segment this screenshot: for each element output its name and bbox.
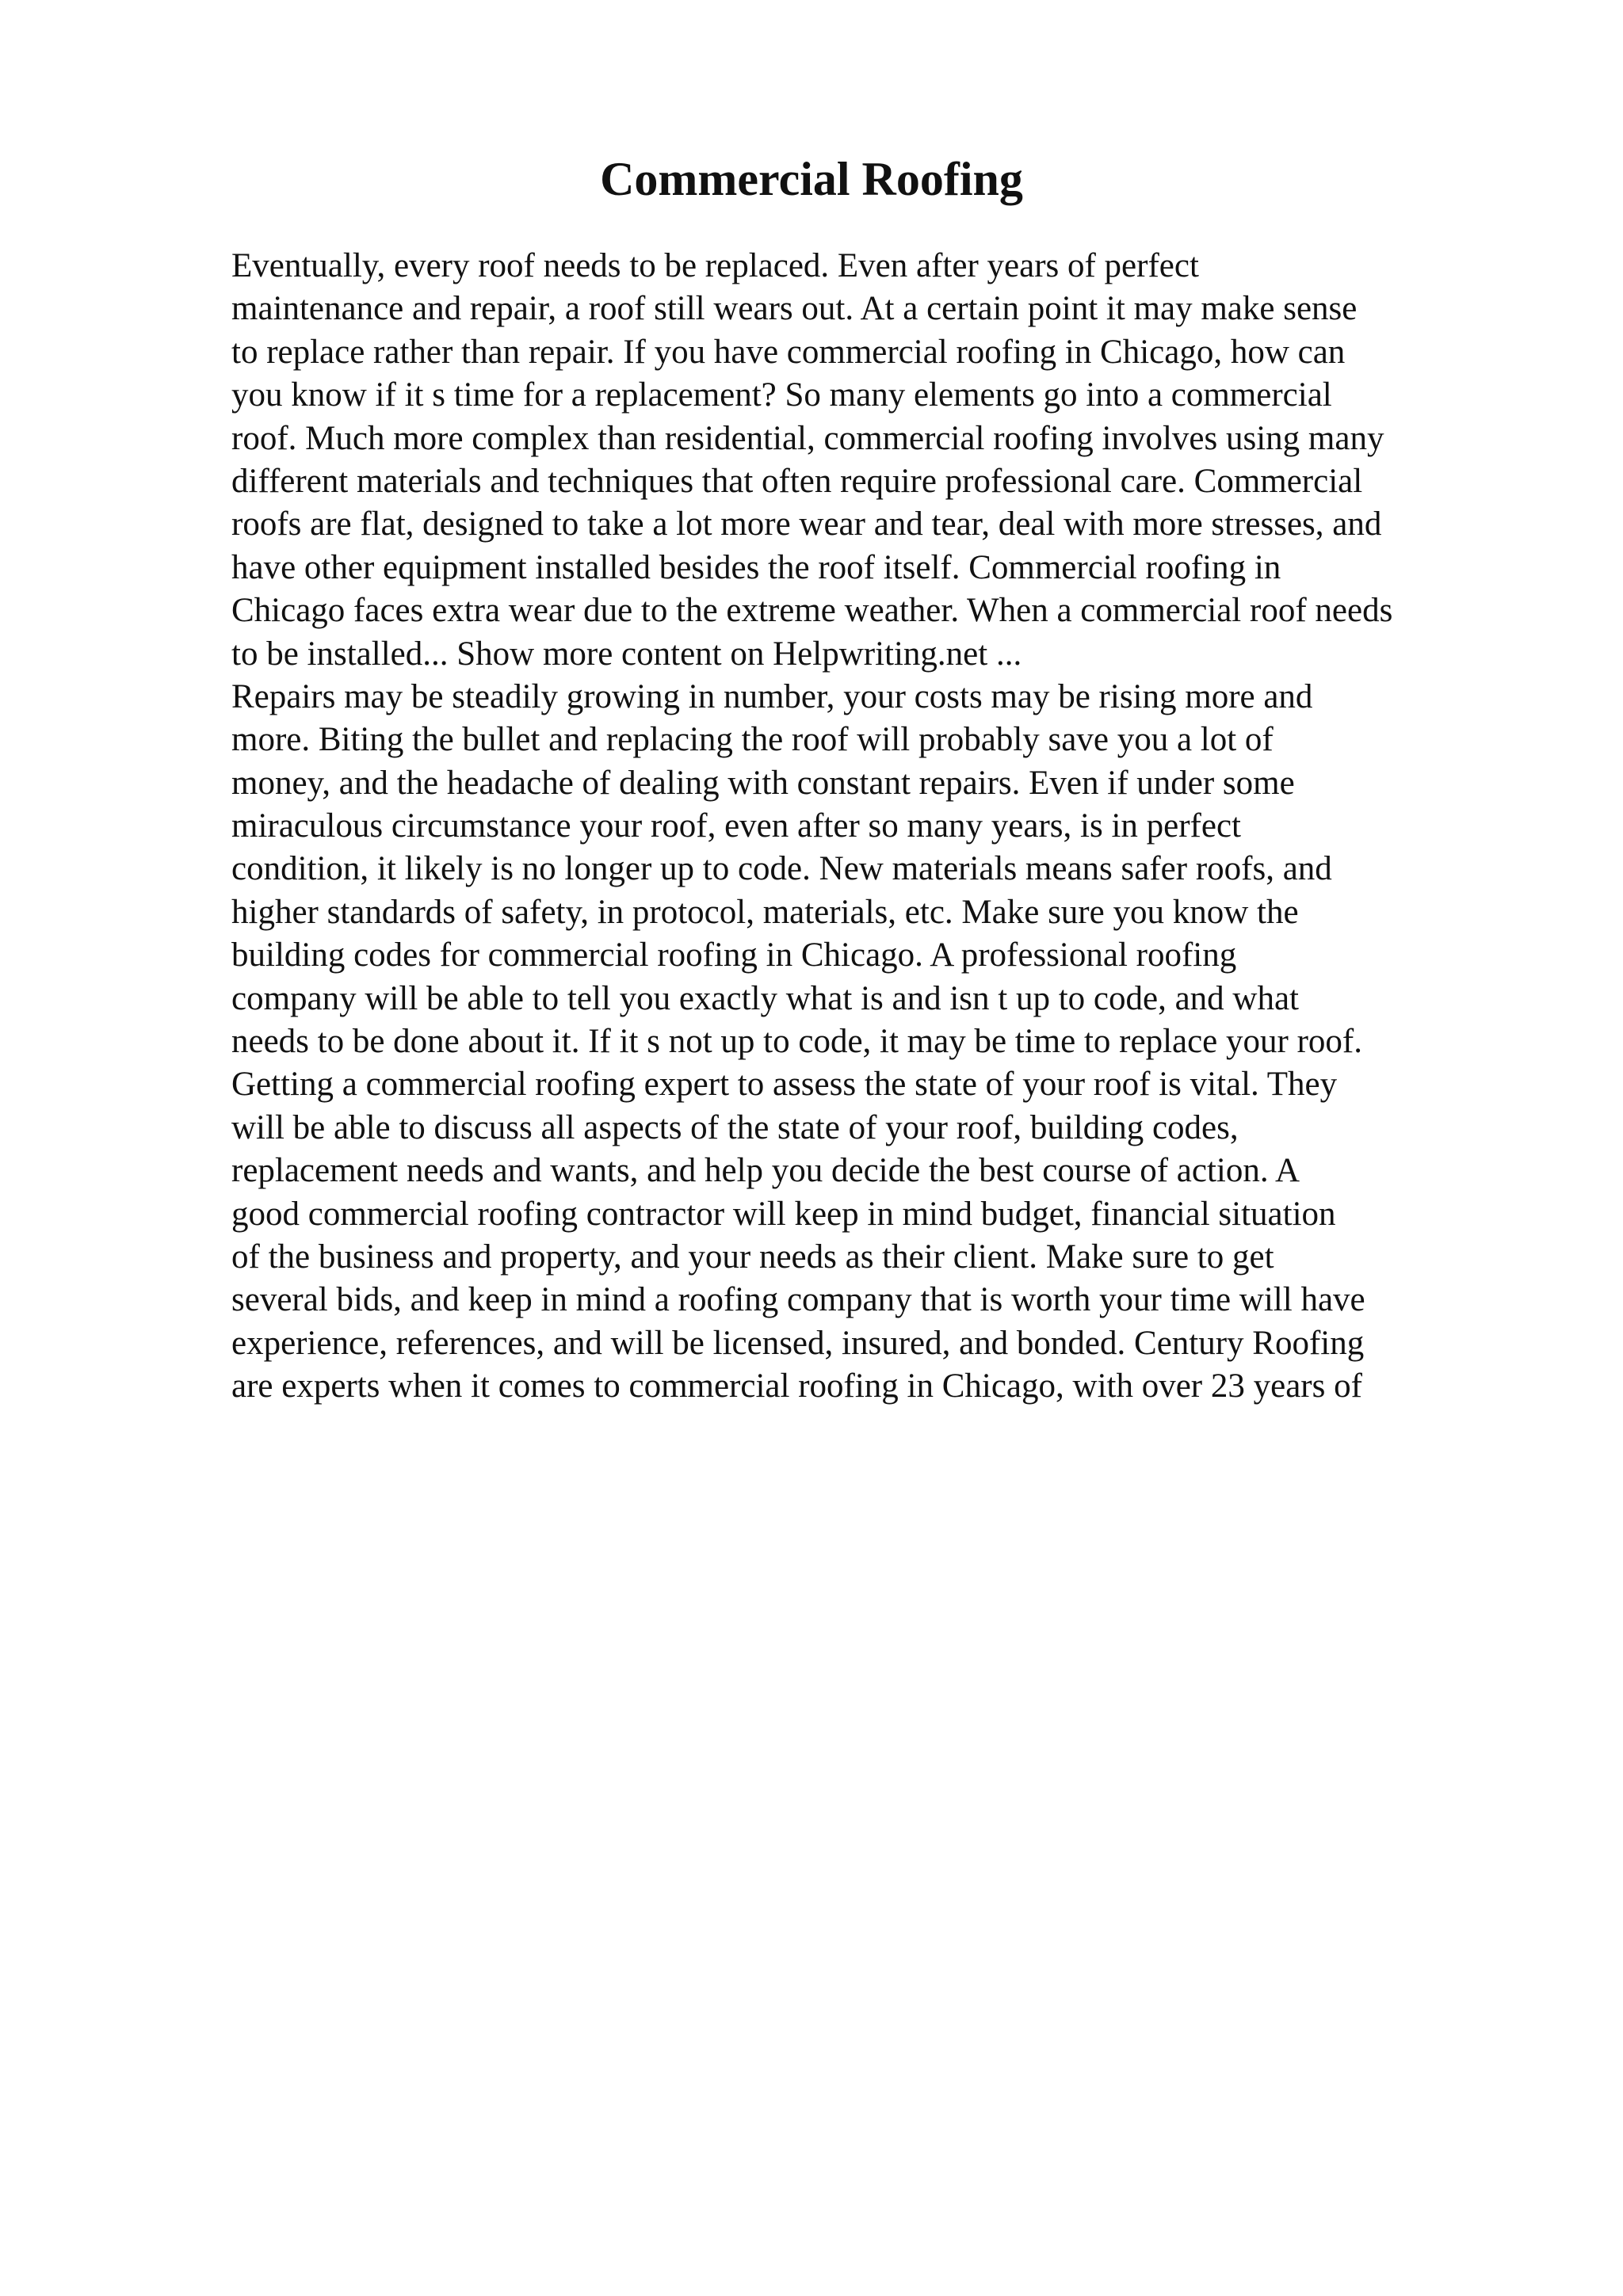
text-line: more. Biting the bullet and replacing the roof will probably save you a lot of [231, 721, 1274, 759]
text-line: you know if it s time for a replacement? So many elements go into a commercial [231, 376, 1332, 414]
text-line: higher standards of safety, in protocol, materials, etc. Make sure you know the [231, 893, 1299, 931]
text-line: will be able to discuss all aspects of the state of your roof, building codes, [231, 1108, 1239, 1146]
text-line: replacement needs and wants, and help you decide the best course of action. A [231, 1152, 1300, 1190]
text-line: Eventually, every roof needs to be replaced. Even after years of perfect [231, 247, 1199, 284]
text-line: roof. Much more complex than residential, commercial roofing involves using many [231, 419, 1384, 457]
text-line: of the business and property, and your needs as their client. Make sure to get [231, 1238, 1274, 1276]
text-line: Getting a commercial roofing expert to assess the state of your roof is vital. They [231, 1066, 1338, 1104]
text-line: to replace rather than repair. If you have commercial roofing in Chicago, how can [231, 333, 1346, 371]
text-line: maintenance and repair, a roof still wears out. At a certain point it may make sense [231, 290, 1358, 328]
text-line: Repairs may be steadily growing in number, your costs may be rising more and [231, 677, 1313, 715]
text-line: company will be able to tell you exactly what is and isn t up to code, and what [231, 979, 1300, 1017]
text-line: different materials and techniques that often require professional care. Commercial [231, 462, 1363, 500]
text-line: needs to be done about it. If it s not up to code, it may be time to replace your roof. [231, 1023, 1362, 1061]
text-line: miraculous circumstance your roof, even after so many years, is in perfect [231, 807, 1241, 845]
text-line: money, and the headache of dealing with constant repairs. Even if under some [231, 764, 1295, 802]
text-line: have other equipment installed besides the roof itself. Commercial roofing in [231, 548, 1281, 586]
page-title: Commercial Roofing [600, 153, 1023, 205]
text-line: are experts when it comes to commercial roofing in Chicago, with over 23 years of [231, 1367, 1362, 1405]
text-line: experience, references, and will be licensed, insured, and bonded. Century Roofing [231, 1324, 1365, 1362]
text-line: Chicago faces extra wear due to the extreme weather. When a commercial roof needs [231, 592, 1393, 630]
text-line: to be installed... Show more content on Helpwriting.net ... [231, 635, 1022, 673]
text-line: good commercial roofing contractor will keep in mind budget, financial situation [231, 1195, 1336, 1233]
text-line: condition, it likely is no longer up to code. New materials means safer roofs, and [231, 850, 1332, 888]
text-line: building codes for commercial roofing in Chicago. A professional roofing [231, 936, 1237, 974]
text-line: roofs are flat, designed to take a lot more wear and tear, deal with more stresses, and [231, 505, 1382, 543]
body-text [231, 245, 1547, 1409]
text-line: several bids, and keep in mind a roofing company that is worth your time will have [231, 1281, 1365, 1319]
